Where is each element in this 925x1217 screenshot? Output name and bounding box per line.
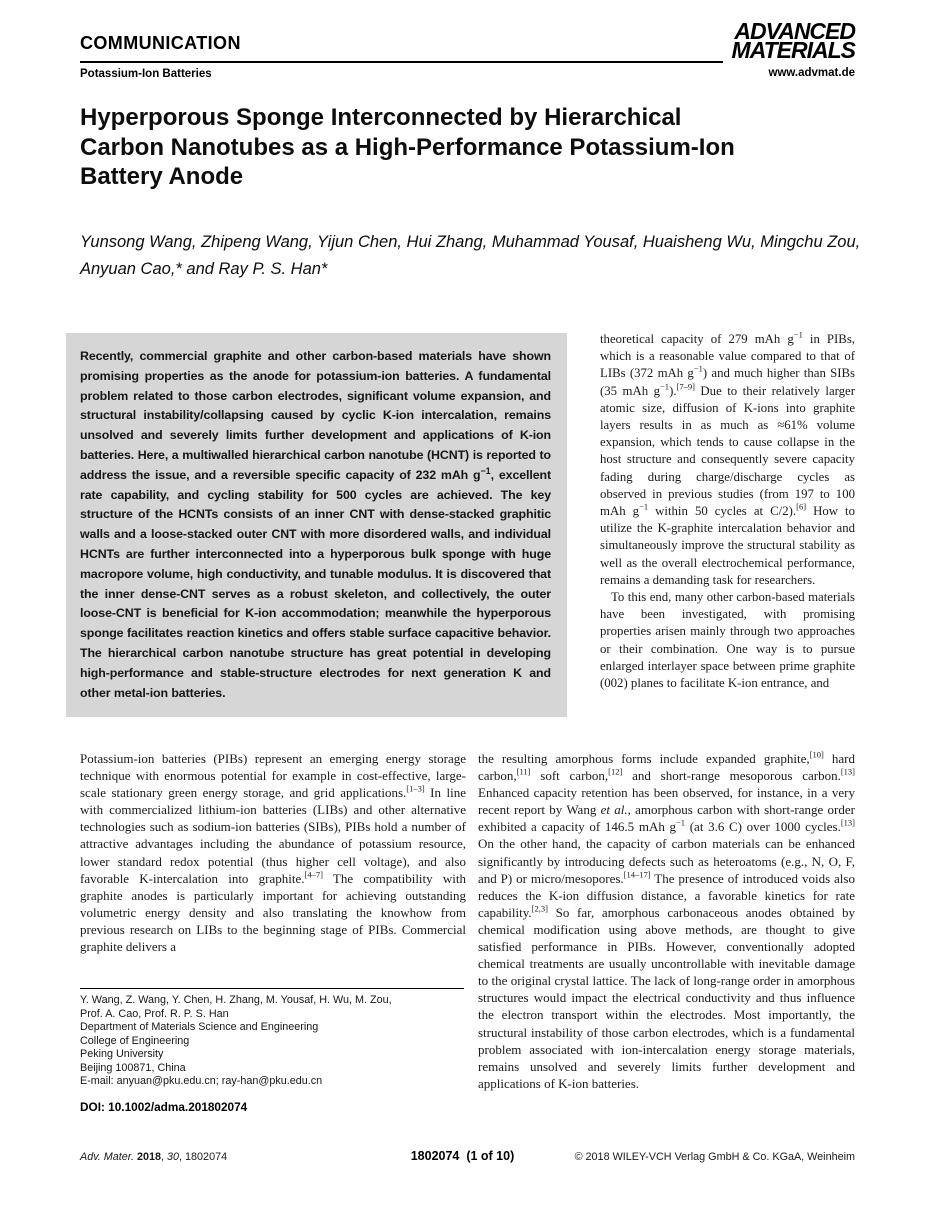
page-footer	[0, 1149, 925, 1169]
footer-citation: Adv. Mater. 2018, 30, 1802074	[80, 1151, 228, 1163]
footnote-line: College of Engineering	[80, 1034, 190, 1047]
title-line: Hyperporous Sponge Interconnected by Hierarchical	[80, 104, 682, 131]
subject-category: Potassium-Ion Batteries	[80, 68, 212, 80]
intro-paragraph-2: To this end, many other carbon-based materials have been investigated, with promising properties arisen mainly through two approaches or their combination. One way is to pursue enlarged interlayer space between prime graphite (002) planes to facilitate K-ion entrance, and	[600, 590, 855, 691]
footnote-email-line: E-mail: anyuan@pku.edu.cn; ray-han@pku.edu.cn	[80, 1075, 323, 1087]
affiliation-footnote	[80, 994, 464, 1089]
footer-page-number: 1802074 (1 of 10)	[410, 1149, 515, 1163]
journal-logo-line1: ADVANCED	[734, 18, 855, 44]
page-title	[80, 103, 840, 192]
intro-column	[600, 331, 855, 692]
journal-logo	[731, 18, 855, 63]
journal-website: www.advmat.de	[768, 67, 855, 79]
body-left-column: Potassium-ion batteries (PIBs) represent an emerging energy storage technique with enormous potential for example in cost-effective, large-scale stationary green energy storage, and grid applications.[1–3] In line with commercialized lithium-ion batteries (LIBs) and other alternative technologies such as sodium-ion batteries (SIBs), PIBs hold a number of attractive advantages including the abundance of potassium resource, lower standard redox potential (thus higher cell voltage), and also favorable K-intercalation into graphite.[4–7] The compatibility with graphite anodes is particularly important for achieving outstanding volumetric energy density and also translating the knowhow from previous research on LIBs to the beginning stage of PIBs. Commercial graphite delivers a	[80, 751, 466, 955]
abstract-text: Recently, commercial graphite and other carbon-based materials have shown promising properties as the anode for potassium-ion batteries. A fundamental problem related to those carbon electrodes, significant volume expansion, and structural instability/collapsing caused by cyclic K-ion intercalation, remains unsolved and severely limits further development and applications of K-ion batteries. Here, a multiwalled hierarchical carbon nanotube (HCNT) is reported to address the issue, and a reversible specific capacity of 232 mAh $g^{-1}$, excellent rate capability, and cycling stability for 500 cycles are achieved. The key structure of the HCNTs consists of an inner CNT with dense-stacked graphitic walls and a loose-stacked outer CNT with more disordered walls, and individual HCNTs are further interconnected into a hyperporous bulk sponge with huge macropore volume, high conductivity, and tunable modulus. It is discovered that the inner dense-CNT serves as a robust skeleton, and collectively, the outer loose-CNT is beneficial for K-ion accommodation; meanwhile the hyperporous sponge facilitates reaction kinetics and offers stable surface capacitive behavior. The hierarchical carbon nanotube structure has great potential in developing high-performance and stable-structure electrodes for next generation K and other metal-ion batteries.	[80, 349, 551, 700]
header-divider	[80, 61, 723, 63]
footnote-divider	[80, 988, 464, 989]
footnote-line: Y. Wang, Z. Wang, Y. Chen, H. Zhang, M. Yousaf, H. Wu, M. Zou,	[80, 994, 392, 1006]
abstract-box	[66, 333, 567, 717]
intro-paragraph-1: theoretical capacity of 279 mAh $g^{-1}$ in PIBs, which is a reasonable value compared to that of LIBs (372 mAh $g^{-1}$) and much higher than SIBs (35 mAh $g^{-1}).[7-9]$ Due to their relatively larger atomic size, diffusion of K-ions into graphite layers results in as much as ≈61% volume expansion, which tends to cause collapse in the host structure and consequently severe capacity fading during charge/discharge cycles as observed in previous studies (from 197 to 100 mAh $g^{-1}$ within 50 cycles at C/2).[6] How to utilize the K-graphite intercalation behavior and simultaneously improve the structural stability as well as the overall electrochemical performance, remains a demanding task for researchers.	[600, 329, 855, 587]
title-line: Battery Anode	[80, 163, 244, 190]
journal-logo-line2: MATERIALS	[731, 37, 855, 63]
article-type-kicker: COMMUNICATION	[80, 33, 241, 53]
footer-copyright: © 2018 WILEY-VCH Verlag GmbH & Co. KGaA, Weinheim	[574, 1151, 855, 1163]
title-line: Carbon Nanotubes as a High-Performance Potassium-Ion	[80, 133, 735, 161]
footnote-line: Beijing 100871, China	[80, 1061, 186, 1074]
body-right-column: the resulting amorphous forms include expanded graphite,[10] hard carbon,[11] soft carbon,[12] and short-range mesoporous carbon.[13] Enhanced capacity retention has been observed, for instance, in a very recent report by Wang et al., amorphous carbon with short-range order exhibited a capacity of 146.5 mAh $g^{-1}$ (at 3.6 C) over 1000 cycles.[13] On the other hand, the capacity of carbon materials can be enhanced significantly by introducing defects such as heteroatoms (e.g., N, O, F, and P) or micro/mesopores.[14–17] The presence of introduced voids also reduces the K-ion diffusion distance, a favorable kinetics for rate capability.[2,3] So far, amorphous carbonaceous anodes obtained by chemical modification using above methods, are thought to give satisfied performance in PIBs. However, conventionally adopted chemical treatments are usually uncontrollable with inevitable damage to the original crystal lattice. The lack of long-range order in amorphous structures would impact the electrical conductivity and thus influence the electron transport within the electrodes. Most importantly, the structural instability of those carbon electrodes, which is a fundamental problem associated with ion-intercalation energy storage materials, remains unsolved and severely limits further development and applications of K-ion batteries.	[478, 749, 856, 1091]
author-list: Yunsong Wang, Zhipeng Wang, Yijun Chen, Hui Zhang, Muhammad Yousaf, Huaisheng Wu, Mingchu Zou, Anyuan Cao,* and Ray P. S. Han*	[80, 233, 861, 278]
footnote-line: Peking University	[80, 1048, 164, 1060]
footnote-line: Department of Materials Science and Engineering	[80, 1021, 319, 1033]
doi: DOI: 10.1002/adma.201802074	[80, 1100, 248, 1114]
footnote-line: Prof. A. Cao, Prof. R. P. S. Han	[80, 1007, 229, 1020]
